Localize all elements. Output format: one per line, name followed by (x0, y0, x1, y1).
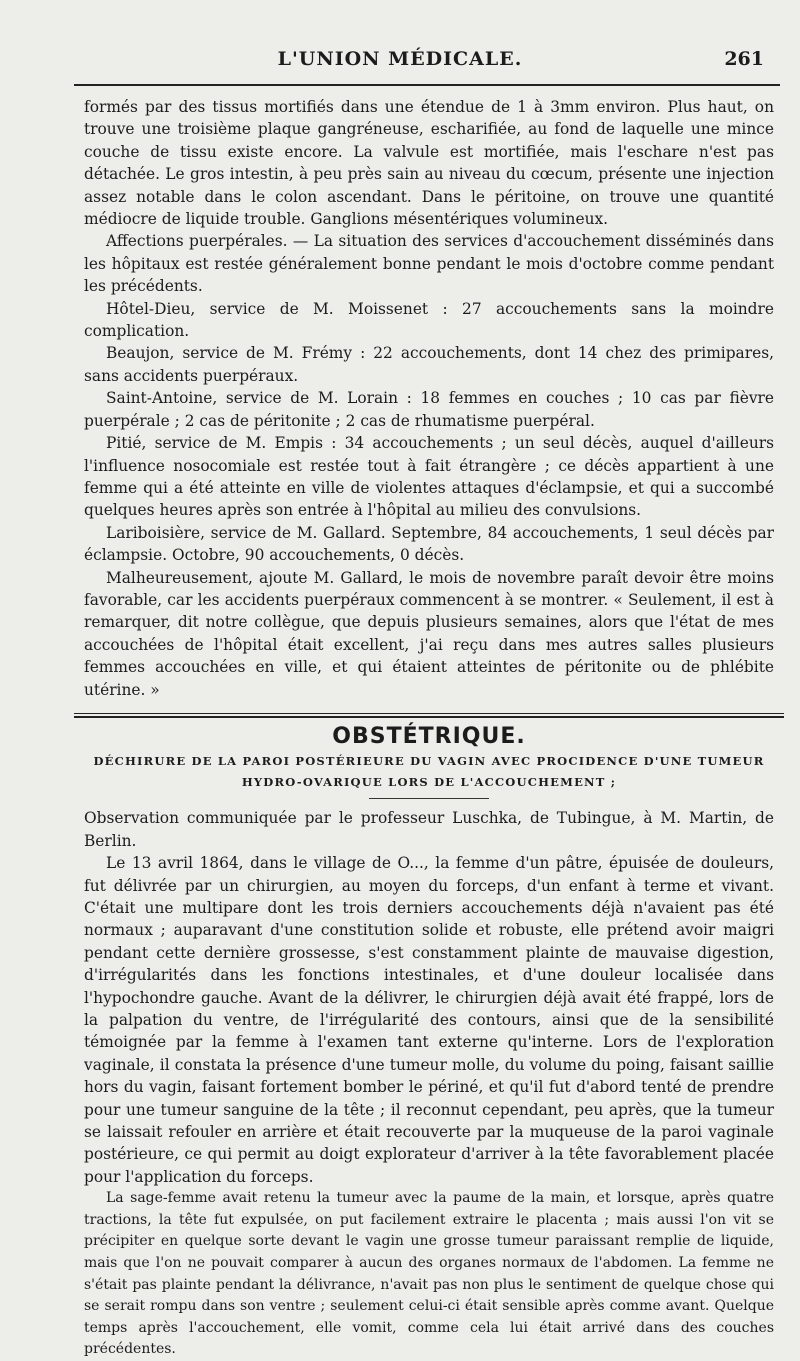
heading-rule (369, 798, 489, 799)
journal-title: L'UNION MÉDICALE. (277, 48, 523, 70)
page-number: 261 (724, 48, 764, 70)
paragraph: Pitié, service de M. Empis : 34 accouchements ; un seul décès, auquel d'ailleurs l'influence nosocomiale est restée tout à fait étrangère ; ce décès appartient à une femme qui a été atteinte en ville de violentes attaques d'éclampsie, et qui a succombé quelques heures après son entrée à l'hôpital au milieu des convulsions. (84, 434, 774, 520)
article-heading-line-2: HYDRO-OVARIQUE LORS DE L'ACCOUCHEMENT ; (241, 775, 617, 790)
section-rule (74, 713, 784, 718)
paragraph: Hôtel-Dieu, service de M. Moissenet : 27 accouchements sans la moindre complication. (84, 299, 774, 341)
header-rule (74, 84, 780, 86)
paragraph: Saint-Antoine, service de M. Lorain : 18 femmes en couches ; 10 cas par fièvre puerpérale ; 2 cas de péritonite ; 2 cas de rhumatisme puerpéral. (84, 389, 774, 430)
section-title: OBSTÉTRIQUE. (332, 723, 526, 749)
paragraph: Affections puerpérales. — La situation des services d'accouchement disséminés dans les hôpitaux est restée généralement bonne pendant le mois d'octobre comme pendant les précédents. (84, 232, 774, 296)
paragraph: Lariboisière, service de M. Gallard. Septembre, 84 accouchements, 1 seul décès par éclampsie. Octobre, 90 accouchements, 0 décès. (84, 523, 774, 565)
article-heading-line-1: DÉCHIRURE DE LA PAROI POSTÉRIEURE DU VAGIN AVEC PROCIDENCE D'UNE TUMEUR (93, 754, 765, 769)
article-body (84, 96, 774, 1361)
paragraph: La sage-femme avait retenu la tumeur avec la paume de la main, et lorsque, après quatre tractions, la tête fut expulsée, on put facilement extraire le placenta ; mais aussi l'on vit se précipiter en quelque sorte devant le vagin une grosse tumeur paraissant remplie de liquide, mais que l'on ne pouvait comparer à aucun des organes normaux de l'abdomen. La femme ne s'était pas plainte pendant la délivrance, n'avait pas non plus le sentiment de quelque chose qui se serait rompu dans son ventre ; seulement celui-ci était sensible après comme avant. Quelque temps après l'accouchement, elle vomit, comme cela lui était arrivé dans des couches précédentes. (84, 1190, 774, 1358)
paragraph: Le 13 avril 1864, dans le village de O..., la femme d'un pâtre, épuisée de douleurs, fut délivrée par un chirurgien, au moyen du forceps, d'un enfant à terme et vivant. C'était une multipare dont les trois derniers accouchements déjà n'avaient pas été normaux ; auparavant d'une constitution solide et robuste, elle prétend avoir maigri pendant cette dernière grossesse, s'est constamment plainte de mauvaise digestion, d'irrégularités dans les fonctions intestinales, et d'une douleur localisée dans l'hypochondre gauche. Avant de la délivrer, le chirurgien déjà avait été frappé, lors de la palpation du ventre, de l'irrégularité des contours, ainsi que de la sensibilité témoignée par la femme à l'examen tant externe qu'interne. Lors de l'exploration vaginale, il constata la présence d'une tumeur molle, du volume du poing, faisant saillie hors du vagin, faisant fortement bomber le périné, et qu'il fut d'abord tenté de prendre pour une tumeur sanguine de la tête ; il reconnut cependant, peu après, que la tumeur se laissait refouler en arrière et était recouverte par la muqueuse de la paroi vaginale postérieure, ce qui permit au doigt explorateur d'arriver à la tête favorablement placée pour l'application du forceps. (84, 854, 774, 1186)
byline: Observation communiquée par le professeur Luschka, de Tubingue, à M. Martin, de Berlin. (84, 809, 774, 850)
running-head (0, 48, 800, 78)
paragraph: Malheureusement, ajoute M. Gallard, le mois de novembre paraît devoir être moins favorable, car les accidents puerpéraux commencent à se montrer. « Seulement, il est à remarquer, dit notre collègue, que depuis plusieurs semaines, alors que l'état de mes accouchées de l'hôpital était excellent, j'ai reçu dans mes autres salles plusieurs femmes accouchées en ville, et qui étaient atteintes de péritonite ou de phlébite utérine. » (84, 568, 774, 699)
paragraph: formés par des tissus mortifiés dans une étendue de 1 à 3mm environ. Plus haut, on trouve une troisième plaque gangréneuse, escharifiée, au fond de laquelle une mince couche de tissu existe encore. La valvule est mortifiée, mais l'eschare n'est pas détachée. Le gros intestin, à peu près sain au niveau du cœcum, présente une injection assez notable dans le colon ascendant. Dans le péritoine, on trouve une quantité médiocre de liquide trouble. Ganglions mésentériques volumineux. (84, 98, 774, 229)
paragraph: Beaujon, service de M. Frémy : 22 accouchements, dont 14 chez des primipares, sans accidents puerpéraux. (84, 344, 774, 385)
